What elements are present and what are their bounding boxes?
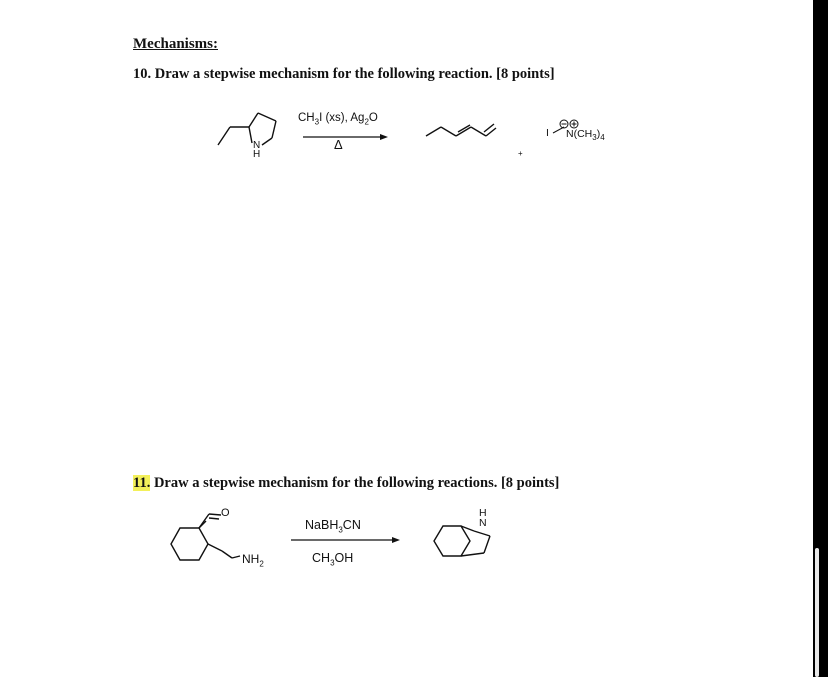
- question-10-number: 10.: [133, 66, 152, 82]
- reaction-arrow-11: [291, 537, 400, 543]
- question-11-text: Draw a stepwise mechanism for the following reactions. [8 points]: [150, 475, 560, 491]
- product-nitrogen-label: H N: [479, 507, 487, 529]
- tetramethylammonium-label: $N(CH_3)_4$: [566, 128, 605, 143]
- iodide-label: I: [546, 127, 549, 139]
- octahydroindole-structure: [434, 526, 490, 556]
- ring-nitrogen-label: N H: [253, 140, 261, 160]
- question-10-text: Draw a stepwise mechanism for the following reaction. [8 points]: [151, 66, 555, 82]
- cyclohexanone-amine-structure: [171, 514, 240, 560]
- amine-label: $NH_2$: [242, 552, 264, 569]
- reaction-arrow-10: [303, 134, 388, 140]
- reagent-11-top: NaBH$_3$CN: [305, 518, 361, 535]
- reagent-11-bottom: $CH_3OH$: [312, 551, 354, 568]
- question-11-number: 11.: [133, 475, 151, 491]
- section-heading: Mechanisms:: [133, 36, 218, 52]
- plus-sign: +: [518, 149, 523, 158]
- methylpyrrolidine-structure: [218, 113, 276, 145]
- carbonyl-oxygen-label: O: [221, 507, 230, 519]
- reagent-10-top: $CH_3I$ (xs), $Ag_2O$: [298, 112, 378, 127]
- reagent-10-heat: Δ: [334, 137, 343, 152]
- pentadiene-structure: [426, 124, 496, 136]
- vertical-scrollbar[interactable]: [815, 548, 819, 677]
